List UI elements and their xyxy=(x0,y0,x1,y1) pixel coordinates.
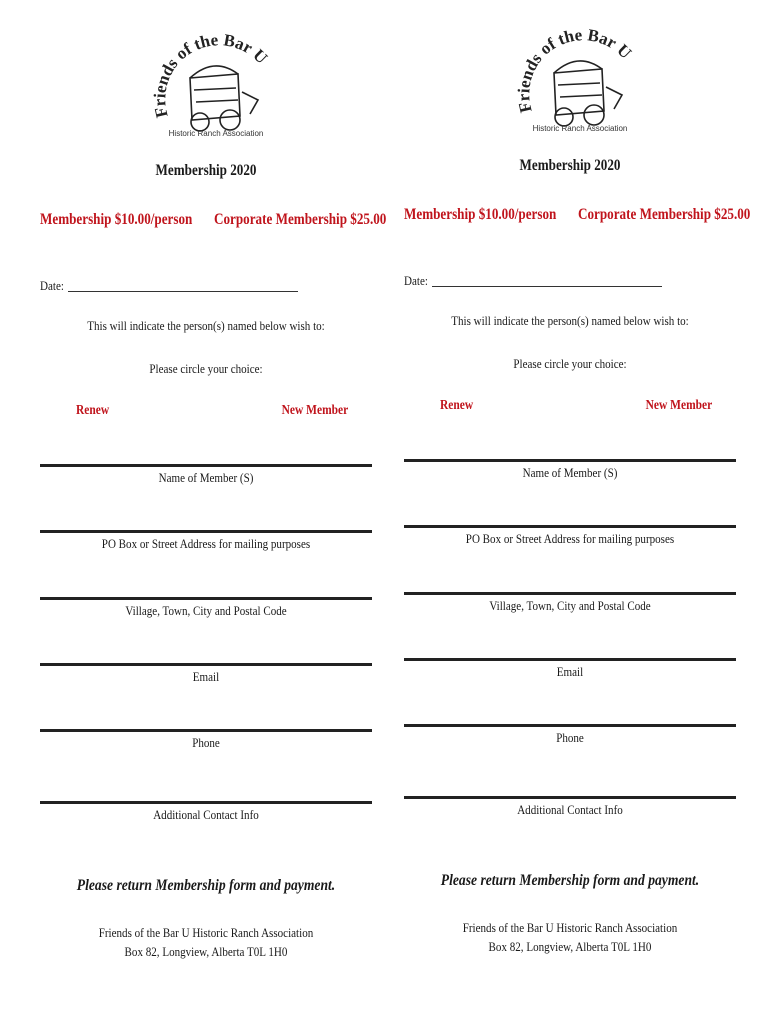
wagon-logo-icon xyxy=(510,25,650,133)
individual-fee: Membership $10.00/person xyxy=(40,211,193,228)
phone-field-label: Phone xyxy=(556,730,584,745)
intro-text: This will indicate the person(s) named below wish to: xyxy=(87,318,325,333)
org-name: Friends of the Bar U Historic Ranch Association xyxy=(98,925,314,940)
return-message: Please return Membership form and payment. xyxy=(440,872,700,889)
date-field[interactable] xyxy=(68,291,298,292)
org-address: Box 82, Longview, Alberta T0L 1H0 xyxy=(124,944,288,959)
additional-field-label: Additional Contact Info xyxy=(153,807,259,822)
membership-form-right xyxy=(402,0,751,1024)
email-field-label: Email xyxy=(192,669,220,684)
email-field-line[interactable] xyxy=(40,663,372,666)
new-member-choice[interactable]: New Member xyxy=(281,403,348,418)
logo-text: Friends of the Bar U xyxy=(150,30,272,120)
corporate-fee: Corporate Membership $25.00 xyxy=(578,206,751,223)
wagon-logo-icon xyxy=(146,30,286,138)
city-field-label: Village, Town, City and Postal Code xyxy=(125,603,287,618)
svg-text:Friends of the Bar U xyxy=(150,30,271,119)
org-address: Box 82, Longview, Alberta T0L 1H0 xyxy=(488,939,652,954)
additional-field-label: Additional Contact Info xyxy=(517,802,623,817)
email-field-label: Email xyxy=(556,664,584,679)
logo-subtitle: Historic Ranch Association xyxy=(168,129,264,138)
email-field-line[interactable] xyxy=(404,658,736,661)
phone-field-label: Phone xyxy=(192,735,220,750)
city-field-label: Village, Town, City and Postal Code xyxy=(489,598,651,613)
intro-text: This will indicate the person(s) named below wish to: xyxy=(451,313,689,328)
logo xyxy=(146,30,286,138)
city-field-line[interactable] xyxy=(40,597,372,600)
new-member-choice[interactable]: New Member xyxy=(645,398,712,413)
address-field-line[interactable] xyxy=(404,525,736,528)
address-field-line[interactable] xyxy=(40,530,372,533)
individual-fee: Membership $10.00/person xyxy=(404,206,557,223)
phone-field-line[interactable] xyxy=(404,724,736,727)
corporate-fee: Corporate Membership $25.00 xyxy=(214,211,387,228)
org-name: Friends of the Bar U Historic Ranch Association xyxy=(462,920,678,935)
logo xyxy=(510,25,650,133)
svg-text:Friends of the Bar U xyxy=(514,25,635,114)
circle-prompt: Please circle your choice: xyxy=(149,361,263,376)
address-field-label: PO Box or Street Address for mailing purposes xyxy=(465,531,675,546)
form-title: Membership 2020 xyxy=(519,157,621,174)
return-message: Please return Membership form and payment. xyxy=(76,877,336,894)
logo-text: Friends of the Bar U xyxy=(514,25,636,115)
circle-prompt: Please circle your choice: xyxy=(513,356,627,371)
name-field-line[interactable] xyxy=(404,459,736,462)
date-field[interactable] xyxy=(432,286,662,287)
additional-field-line[interactable] xyxy=(40,801,372,804)
date-label: Date: xyxy=(40,278,64,293)
name-field-line[interactable] xyxy=(40,464,372,467)
logo-subtitle: Historic Ranch Association xyxy=(532,124,628,133)
name-field-label: Name of Member (S) xyxy=(158,470,254,485)
phone-field-line[interactable] xyxy=(40,729,372,732)
membership-form-left xyxy=(38,0,387,1024)
city-field-line[interactable] xyxy=(404,592,736,595)
form-title: Membership 2020 xyxy=(155,162,257,179)
renew-choice[interactable]: Renew xyxy=(76,403,110,418)
renew-choice[interactable]: Renew xyxy=(440,398,474,413)
additional-field-line[interactable] xyxy=(404,796,736,799)
address-field-label: PO Box or Street Address for mailing purposes xyxy=(101,536,311,551)
name-field-label: Name of Member (S) xyxy=(522,465,618,480)
date-label: Date: xyxy=(404,273,428,288)
